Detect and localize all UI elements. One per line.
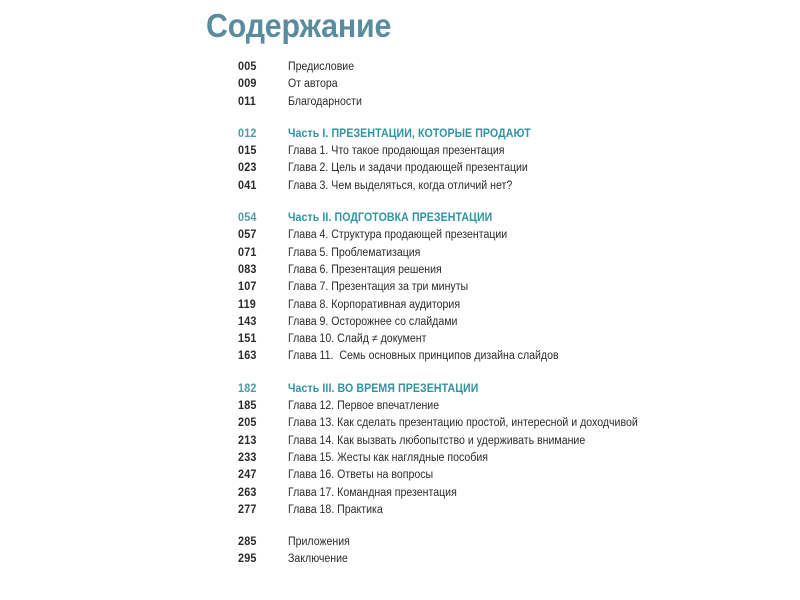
toc-page-number: 277 (238, 503, 257, 516)
toc-group-part-3 (238, 381, 768, 519)
toc-entry-row[interactable] (238, 485, 768, 502)
toc-entry-row[interactable] (238, 415, 768, 432)
toc-entry-label: Предисловие (288, 61, 355, 73)
toc-page-number: 285 (238, 536, 257, 549)
toc-entry-label: Глава 13. Как сделать презентацию простой, интересной и доходчивой (288, 417, 638, 430)
toc-page-number: 005 (238, 61, 257, 73)
toc-entry-label: Глава 16. Ответы на вопросы (288, 469, 434, 482)
toc-group-front-matter (238, 59, 768, 111)
toc-page-number: 143 (238, 315, 257, 328)
toc-entry-row[interactable] (238, 433, 768, 450)
toc-entry-label: Глава 1. Что такое продающая презентация (288, 145, 505, 158)
toc-entry-label: Глава 14. Как вызвать любопытство и удерживать внимание (288, 434, 586, 447)
toc-page-number: 011 (238, 95, 257, 108)
toc-entry-label: Глава 11. Семь основных принципов дизайна слайдов (288, 350, 559, 363)
toc-entry-row[interactable] (238, 467, 768, 484)
toc-entry-row[interactable] (238, 297, 768, 314)
toc-entry-label: Глава 3. Чем выделяться, когда отличий нет? (288, 179, 513, 192)
toc-entry-label: Глава 8. Корпоративная аудитория (288, 298, 461, 311)
toc-entry-row[interactable] (238, 262, 768, 279)
toc-entry-label: Глава 6. Презентация решения (288, 263, 442, 276)
toc-entry-label: Глава 5. Проблематизация (288, 246, 421, 259)
toc-entry-row[interactable] (238, 76, 768, 93)
toc-page-number: 213 (238, 434, 257, 447)
toc-part-row[interactable] (238, 381, 768, 398)
toc-part-label: Часть I. ПРЕЗЕНТАЦИИ, КОТОРЫЕ ПРОДАЮТ (288, 127, 531, 140)
toc-entry-label: Глава 4. Структура продающей презентации (288, 229, 508, 242)
toc-page-number: 071 (238, 246, 257, 259)
toc-page-number: 233 (238, 451, 257, 464)
toc-entry-row[interactable] (238, 551, 768, 568)
toc-page-number: 057 (238, 229, 257, 242)
toc-page-number: 083 (238, 263, 257, 276)
toc-entry-label: От автора (288, 78, 338, 91)
toc-entry-label: Благодарности (288, 95, 362, 108)
toc-part-row[interactable] (238, 126, 768, 143)
toc-page-number: 263 (238, 486, 257, 499)
toc-part-label: Часть II. ПОДГОТОВКА ПРЕЗЕНТАЦИИ (288, 212, 493, 225)
toc-entry-row[interactable] (238, 450, 768, 467)
toc-page-number: 012 (238, 127, 257, 140)
toc-page-number: 041 (238, 179, 257, 192)
toc-page-number: 205 (238, 417, 257, 430)
toc-entry-label: Глава 17. Командная презентация (288, 486, 457, 499)
toc-entry-label: Глава 12. Первое впечатление (288, 400, 440, 413)
toc-page-number: 163 (238, 350, 257, 363)
toc-entry-row[interactable] (238, 348, 768, 365)
toc-page-number: 182 (238, 382, 257, 395)
toc-entry-row[interactable] (238, 178, 768, 195)
toc-entry-label: Глава 7. Презентация за три минуты (288, 281, 469, 294)
toc-entry-label: Приложения (288, 536, 350, 549)
toc-page-number: 009 (238, 78, 257, 91)
toc-group-part-2 (238, 210, 768, 366)
toc-page-number: 023 (238, 162, 257, 175)
toc-entry-label: Глава 10. Слайд ≠ документ (288, 333, 427, 346)
toc-entry-row[interactable] (238, 331, 768, 348)
page-title: Содержание (206, 7, 392, 44)
toc-part-row[interactable] (238, 210, 768, 227)
toc-part-label: Часть III. ВО ВРЕМЯ ПРЕЗЕНТАЦИИ (288, 382, 479, 395)
toc-entry-row[interactable] (238, 279, 768, 296)
toc-entry-row[interactable] (238, 502, 768, 519)
toc-page-number: 107 (238, 281, 257, 294)
toc-entry-row[interactable] (238, 245, 768, 262)
table-of-contents (238, 59, 768, 569)
toc-page-number: 054 (238, 212, 257, 225)
toc-entry-row[interactable] (238, 534, 768, 551)
toc-page-number: 295 (238, 553, 257, 566)
toc-page-number: 119 (238, 298, 257, 311)
toc-entry-row[interactable] (238, 398, 768, 415)
toc-entry-label: Глава 15. Жесты как наглядные пособия (288, 451, 488, 464)
toc-entry-row[interactable] (238, 143, 768, 160)
toc-entry-label: Глава 2. Цель и задачи продающей презентации (288, 162, 528, 175)
toc-entry-row[interactable] (238, 227, 768, 244)
toc-entry-row[interactable] (238, 59, 768, 76)
toc-group-part-1 (238, 126, 768, 195)
toc-group-back-matter (238, 534, 768, 569)
toc-entry-label: Глава 9. Осторожнее со слайдами (288, 315, 458, 328)
toc-page-number: 185 (238, 400, 257, 413)
toc-page-number: 015 (238, 145, 257, 158)
toc-entry-label: Заключение (288, 553, 348, 566)
toc-entry-row[interactable] (238, 160, 768, 177)
toc-page-number: 151 (238, 333, 257, 346)
toc-page-number: 247 (238, 469, 257, 482)
toc-entry-label: Глава 18. Практика (288, 503, 383, 516)
toc-entry-row[interactable] (238, 94, 768, 111)
toc-entry-row[interactable] (238, 314, 768, 331)
